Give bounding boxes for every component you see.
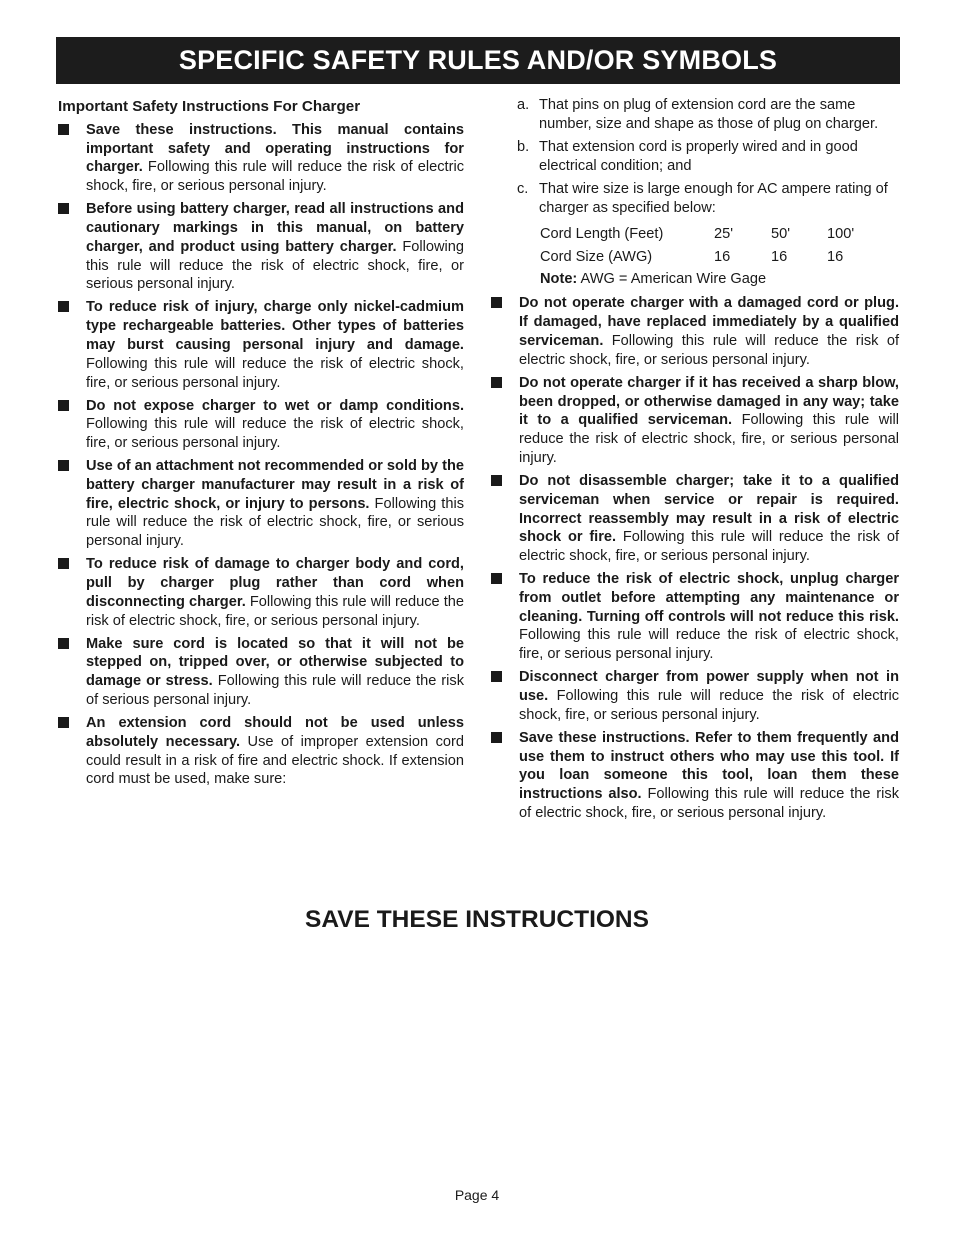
square-bullet-icon [491, 374, 519, 468]
cord-table-value: 16 [714, 248, 731, 265]
safety-rule-bold: Make sure cord is located so that it will not be stepped on, tripped over, or otherwise subjected to damage or stress. [86, 635, 464, 690]
safety-rule-normal: Following this rule will reduce the risk of electric shock, fire, or serious personal injury. [519, 412, 899, 466]
square-bullet-icon [491, 729, 519, 823]
safety-rule-text [519, 472, 899, 566]
safety-rule-normal: Following this rule will reduce the risk of electric shock, fire, or serious personal injury. [519, 332, 899, 368]
square-bullet-icon [58, 555, 86, 630]
safety-rule-normal: Following this rule will reduce the risk of electric shock, fire, or serious personal injury. [519, 688, 899, 723]
cord-table-row [540, 223, 899, 246]
safety-rule-bold: To reduce risk of damage to charger body and cord, pull by charger plug rather than cord when disconnecting charger. [86, 556, 464, 610]
safety-rule-normal: Use of improper extension cord could result in a risk of fire and electric shock. If extension cord must be used, make sure: [86, 733, 464, 788]
square-bullet-icon [491, 570, 519, 664]
square-bullet-icon [58, 200, 86, 294]
safety-rule-normal: Following this rule will reduce the risk of electric shock, fire, or serious personal injury. [519, 627, 899, 663]
cord-table-value: 16 [827, 248, 844, 265]
safety-rule-bold: Disconnect charger from power supply when not in use. [519, 669, 899, 705]
safety-rule-bold: Do not operate charger with a damaged cord or plug. If damaged, have replaced immediately by a qualified serviceman. [519, 295, 899, 349]
safety-rule-bold: Save these instructions. This manual contains important safety and operating instructions for charger. [86, 121, 464, 176]
safety-rule-normal: Following this rule will reduce the risk of electric shock, fire, or serious personal injury. [86, 238, 464, 293]
safety-rule-bold: Save these instructions. Refer to them frequently and use them to instruct others who may use this tool. If you loan someone this tool, loan them these instructions also. [519, 729, 899, 803]
safety-rule-normal: Following this rule will reduce the risk of electric shock, fire, or serious personal injury. [519, 786, 899, 822]
safety-rule-normal: Following this rule will reduce the risk of electric shock, fire, or serious personal injury. [86, 416, 464, 452]
safety-rule-bold: Do not disassemble charger; take it to a qualified serviceman when service or repair is required. Incorrect reassembly may result in a risk of electric shock or fire. [519, 472, 899, 546]
safety-rule-bold: Before using battery charger, read all instructions and cautionary markings in this manual, on battery charger, and product using battery charger. [86, 201, 464, 255]
cord-table-value: 16 [771, 248, 788, 265]
safety-rule-item [58, 200, 464, 294]
extension-cord-check-item [491, 138, 899, 176]
safety-rule-item [491, 374, 899, 468]
cord-table-value: 50' [771, 225, 791, 242]
safety-rule-text [519, 729, 899, 823]
safety-rule-normal: Following this rule will reduce the risk of electric shock, fire, or serious personal injury. [86, 495, 464, 550]
section-title-banner [56, 37, 900, 84]
cord-table-label: Cord Size (AWG) [540, 248, 653, 265]
check-item-letter: b. [517, 139, 530, 156]
save-instructions-title: SAVE THESE INSTRUCTIONS [305, 906, 649, 933]
note-label: Note: [540, 270, 578, 287]
safety-rule-text [86, 635, 464, 710]
safety-rule-text [519, 570, 899, 664]
cord-table-value: 25' [714, 225, 734, 242]
safety-rule-normal: Following this rule will reduce the risk of electric shock, fire, or serious personal injury. [519, 529, 900, 565]
cord-table-value: 100' [827, 225, 855, 242]
safety-rule-normal: Following this rule will reduce the risk of serious personal injury. [86, 673, 464, 709]
safety-rule-bold: To reduce the risk of electric shock, unplug charger from outlet before attempting any maintenance or cleaning. Turning off controls will not reduce this risk. [519, 571, 899, 625]
extension-cord-checklist [491, 96, 899, 218]
safety-rule-text [519, 374, 899, 468]
safety-rule-normal: Following this rule will reduce the risk of electric shock, fire, or serious personal injury. [86, 355, 464, 391]
safety-rule-item [491, 570, 899, 664]
safety-rule-text [86, 200, 464, 294]
right-column [491, 96, 899, 827]
safety-rule-item [58, 635, 464, 710]
charger-instructions-heading: Important Safety Instructions For Charger [58, 98, 361, 115]
safety-rule-item [491, 668, 899, 724]
safety-rule-text [86, 714, 464, 789]
check-item-text: That pins on plug of extension cord are the same number, size and shape as those of plug on charger. [539, 97, 879, 132]
square-bullet-icon [58, 714, 86, 789]
cord-table-row [540, 246, 899, 269]
section-title: SPECIFIC SAFETY RULES AND/OR SYMBOLS [178, 45, 778, 75]
safety-rule-normal: Following this rule will reduce the risk of electric shock, fire, or serious personal injury. [86, 593, 465, 629]
cord-size-table [491, 223, 899, 269]
check-item-text: That extension cord is properly wired and in good electrical condition; and [539, 139, 858, 174]
safety-rule-item [58, 714, 464, 789]
right-bullet-list [491, 294, 899, 822]
square-bullet-icon [491, 668, 519, 724]
safety-rule-item [58, 298, 464, 392]
safety-rule-text [86, 121, 464, 196]
safety-rule-item [58, 397, 464, 453]
left-column [58, 96, 464, 793]
safety-rule-item [58, 457, 464, 551]
page-number: Page 4 [454, 1187, 500, 1203]
square-bullet-icon [58, 457, 86, 551]
safety-rule-text [519, 668, 899, 724]
safety-rule-item [491, 472, 899, 566]
square-bullet-icon [58, 635, 86, 710]
safety-rule-item [491, 294, 899, 369]
safety-rule-bold: Use of an attachment not recommended or sold by the battery charger manufacturer may result in a risk of fire, electric shock, or injury to persons. [86, 458, 464, 512]
safety-rule-bold: An extension cord should not be used unless absolutely necessary. [86, 715, 464, 750]
safety-rule-text [86, 457, 464, 551]
square-bullet-icon [58, 298, 86, 392]
safety-rule-text [86, 397, 464, 453]
safety-rule-bold: Do not operate charger if it has received a sharp blow, been dropped, or otherwise damaged in any way; take it to a qualified serviceman. [519, 374, 899, 429]
check-item-letter: a. [517, 97, 530, 113]
cord-table-label: Cord Length (Feet) [540, 225, 664, 242]
awg-note [491, 270, 899, 289]
left-bullet-list [58, 121, 464, 789]
safety-rule-item [58, 121, 464, 196]
check-item-letter: c. [517, 181, 529, 198]
safety-rule-item [491, 729, 899, 823]
square-bullet-icon [491, 472, 519, 566]
note-text: AWG = American Wire Gage [577, 270, 767, 287]
safety-rule-text [519, 294, 899, 369]
safety-rule-bold: Do not expose charger to wet or damp conditions. [86, 397, 464, 414]
square-bullet-icon [58, 397, 86, 453]
square-bullet-icon [491, 294, 519, 369]
extension-cord-check-item [491, 96, 899, 134]
safety-rule-normal: Following this rule will reduce the risk of electric shock, fire, or serious personal injury. [86, 159, 464, 195]
check-item-text: That wire size is large enough for AC ampere rating of charger as specified below: [539, 181, 888, 217]
safety-rule-text [86, 555, 464, 630]
safety-rule-bold: To reduce risk of injury, charge only nickel-cadmium type rechargeable batteries. Other types of batteries may burst causing personal injury and damage. [86, 299, 464, 353]
safety-rule-item [58, 555, 464, 630]
square-bullet-icon [58, 121, 86, 196]
safety-rule-text [86, 298, 464, 392]
extension-cord-check-item [491, 180, 899, 218]
